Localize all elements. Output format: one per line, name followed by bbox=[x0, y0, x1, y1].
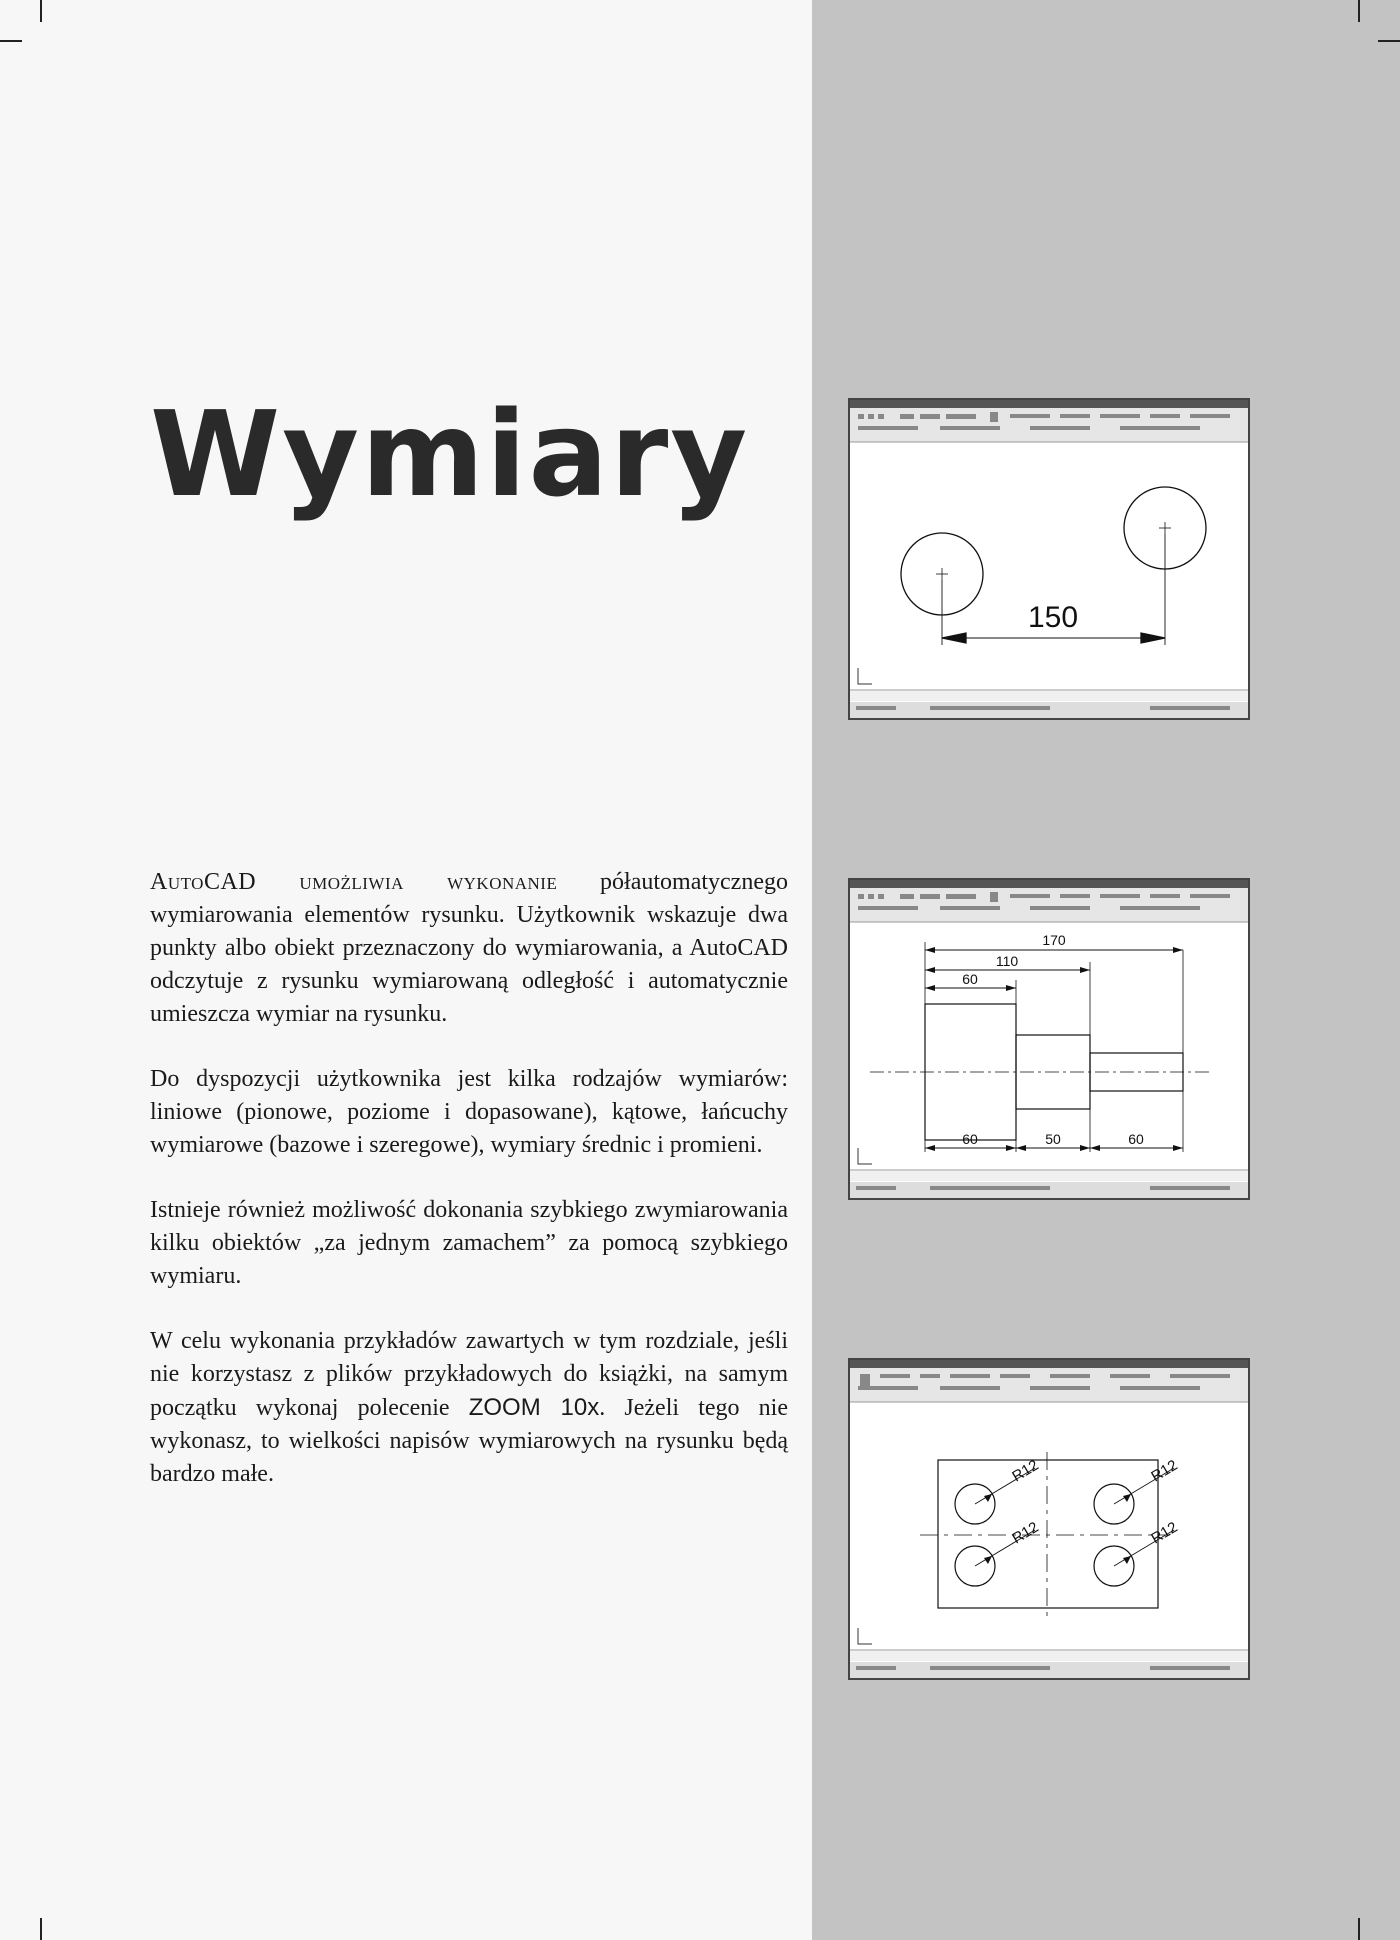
dimension-label-150: 150 bbox=[1027, 601, 1079, 634]
ribbon-toolbar bbox=[850, 1360, 1248, 1402]
radius-label-bottom-right: R12 bbox=[1148, 1518, 1181, 1548]
radius-arrows bbox=[984, 1494, 1131, 1564]
screenshot-chain-dimensions bbox=[848, 878, 1250, 1200]
screenshot-linear-dimension bbox=[848, 398, 1250, 720]
ribbon-toolbar bbox=[850, 880, 1248, 922]
dimension-label-170: 170 bbox=[1042, 932, 1066, 948]
dimension-label-60-left: 60 bbox=[962, 1131, 978, 1147]
paragraph-intro-rest: półautomatycznego wymiarowania elementów rysunku. Użytkownik wskazuje dwa punkty albo obiekt przeznaczony do wymiarowania, a AutoCAD odczytuje z rysunku wymiarowaną odległość i automatycznie umieszcza wymiar na rysunku. bbox=[150, 869, 788, 1027]
paragraph-zoom-note bbox=[150, 1325, 788, 1491]
zoom-note-before: W celu wykonania przykładów zawartych w tym rozdziale, jeśli nie korzystasz z plików przykładowych do książki, na samym początku wykonaj polecenie bbox=[150, 1328, 788, 1421]
crop-mark bbox=[0, 40, 22, 42]
dimension-label-60-right: 60 bbox=[1128, 1131, 1144, 1147]
status-bar bbox=[850, 1628, 1248, 1678]
ribbon-toolbar bbox=[850, 400, 1248, 442]
crop-mark bbox=[1378, 40, 1400, 42]
status-bar bbox=[850, 668, 1248, 718]
radius-label-top-right: R12 bbox=[1148, 1456, 1181, 1486]
dimension-label-60-top: 60 bbox=[962, 971, 978, 987]
crop-mark bbox=[40, 1918, 42, 1940]
screenshot-radius-dimensions bbox=[848, 1358, 1250, 1680]
zoom-note-after: . Jeżeli tego nie wykonasz, to wielkości napisów wymiarowych na rysunku będą bardzo małe. bbox=[150, 1395, 788, 1487]
crop-mark bbox=[1358, 0, 1360, 22]
paragraph-quick-dimension: Istnieje również możliwość dokonania szybkiego zwymiarowania kilku obiektów „za jednym zamachem” za pomocą szybkiego wymiaru. bbox=[150, 1197, 788, 1289]
dimension-label-110: 110 bbox=[995, 953, 1019, 969]
paragraph-dimension-types: Do dyspozycji użytkownika jest kilka rodzajów wymiarów: liniowe (pionowe, poziome i dopasowane), kątowe, łańcuchy wymiarowe (bazowe i szeregowe), wymiary średnic i promieni. bbox=[150, 1066, 788, 1158]
chapter-title: Wymiary bbox=[150, 385, 750, 523]
zoom-command: ZOOM 10x bbox=[468, 1394, 600, 1421]
crop-mark bbox=[40, 0, 42, 22]
radius-label-top-left: R12 bbox=[1009, 1456, 1042, 1486]
status-bar bbox=[850, 1148, 1248, 1198]
body-text bbox=[150, 866, 788, 1523]
lead-smallcaps: AutoCAD umożliwia wykonanie bbox=[150, 869, 558, 895]
drawing-area bbox=[920, 1452, 1174, 1616]
dimension-label-50: 50 bbox=[1045, 1131, 1061, 1147]
drawing-area bbox=[870, 942, 1210, 1152]
radius-label-bottom-left: R12 bbox=[1009, 1518, 1042, 1548]
paragraph-intro bbox=[150, 866, 788, 1031]
crop-mark bbox=[1358, 1918, 1360, 1940]
